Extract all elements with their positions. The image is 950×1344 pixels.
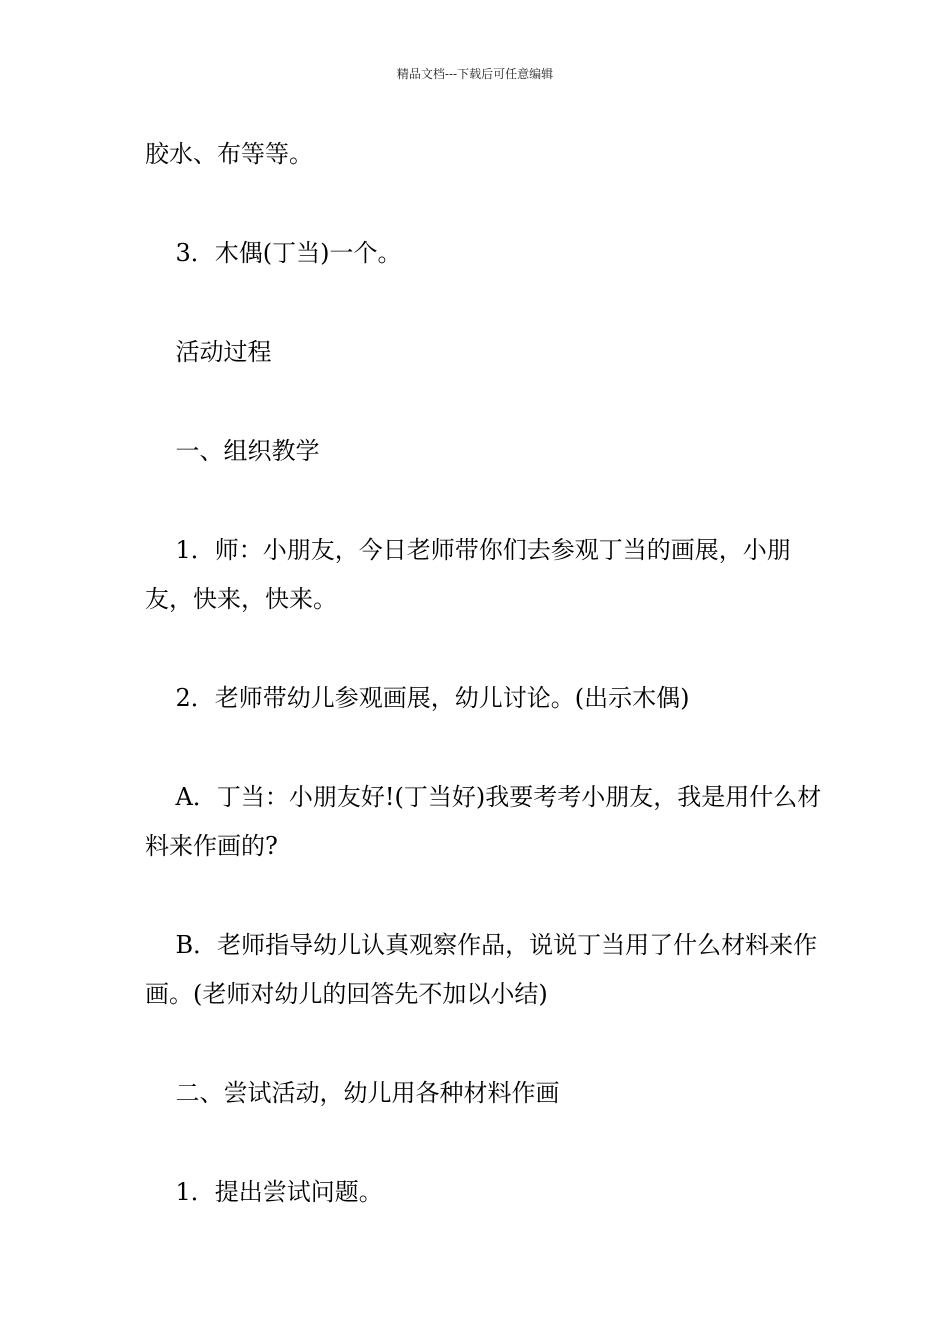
paragraph: B．老师指导幼儿认真观察作品，说说丁当用了什么材料来作画。(老师对幼儿的回答先不加以小结) xyxy=(145,931,818,1008)
paragraph: 3．木偶(丁当)一个。 xyxy=(145,239,402,267)
document-body xyxy=(145,130,835,1267)
paragraph: 二、尝试活动，幼儿用各种材料作画 xyxy=(145,1079,560,1107)
paragraph: 胶水、布等等。 xyxy=(145,140,313,168)
paragraph: A．丁当：小朋友好!(丁当好)我要考考小朋友，我是用什么材料来作画的? xyxy=(145,783,822,860)
paragraph: 1．师：小朋友，今日老师带你们去参观丁当的画展，小朋友，快来，快来。 xyxy=(145,536,791,613)
paragraph: 活动过程 xyxy=(145,338,272,366)
paragraph: 1．提出尝试问题。 xyxy=(145,1178,383,1206)
paragraph: 一、组织教学 xyxy=(145,437,320,465)
page-header: 精品文档---下载后可任意编辑 xyxy=(396,67,554,81)
paragraph: 2．老师带幼儿参观画展，幼儿讨论。(出示木偶) xyxy=(145,684,690,712)
